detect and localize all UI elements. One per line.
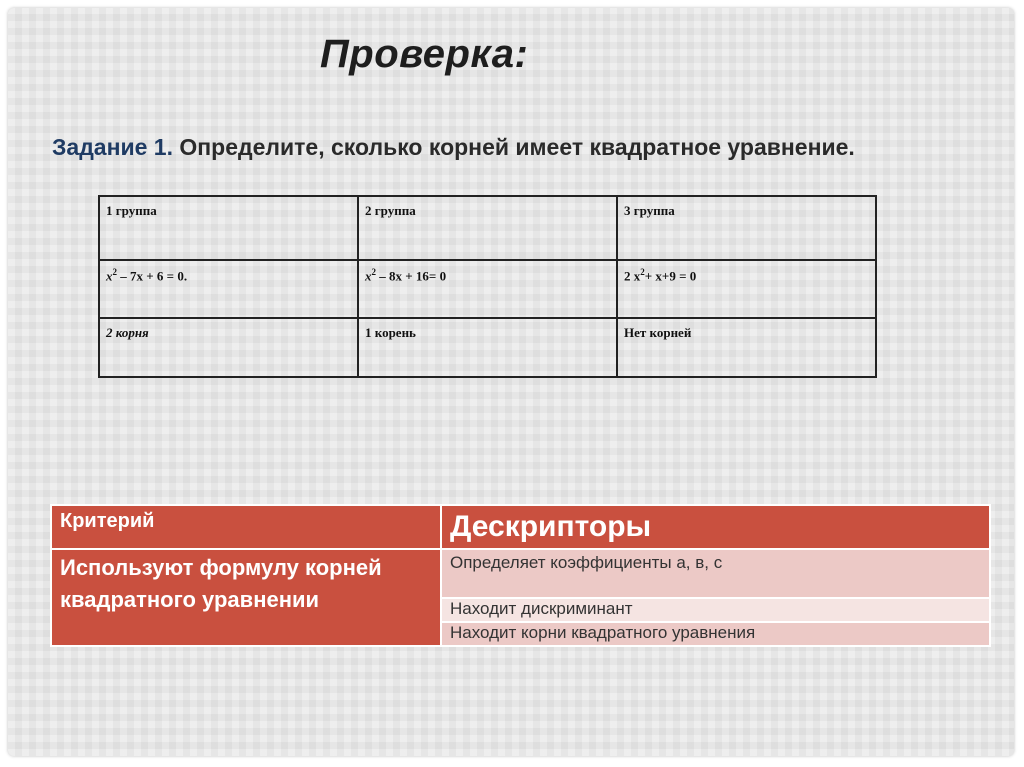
descriptors-header: Дескрипторы: [441, 505, 990, 549]
equation-1-var: x: [106, 268, 113, 284]
table-row: [51, 505, 990, 549]
descriptor-2: Находит дискриминант: [441, 598, 990, 622]
answer-1: 2 корня: [99, 318, 358, 377]
equation-3-var: 2 x: [624, 268, 641, 284]
criteria-table: [50, 504, 991, 647]
criterion-header: Критерий: [51, 505, 441, 549]
equation-3-rest: + x+9 = 0: [644, 268, 697, 284]
equation-1: [99, 260, 358, 318]
descriptor-1: Определяет коэффициенты а, в, с: [441, 549, 990, 598]
equation-1-rest: – 7x + 6 = 0.: [117, 268, 188, 284]
criterion-text: Используют формулу корней квадратного уравнении: [51, 549, 441, 646]
groups-table: [98, 195, 877, 378]
task-number: Задание 1.: [52, 134, 173, 160]
task-description: Определите, сколько корней имеет квадратное уравнение.: [173, 134, 855, 160]
answer-3: Нет корней: [617, 318, 876, 377]
descriptor-3: Находит корни квадратного уравнения: [441, 622, 990, 646]
equation-3: [617, 260, 876, 318]
table-row: [51, 549, 990, 598]
table-row: [99, 260, 876, 318]
table-row: [99, 196, 876, 260]
task-text: [52, 132, 872, 163]
equation-2-power: 2: [371, 267, 376, 277]
equation-2-var: x: [365, 268, 372, 284]
slide-title: Проверка:: [320, 32, 529, 76]
answer-2: 1 корень: [358, 318, 617, 377]
group-header-2: 2 группа: [358, 196, 617, 260]
slide: [8, 8, 1014, 756]
equation-2-rest: – 8x + 16= 0: [376, 268, 447, 284]
equation-3-power: 2: [640, 267, 645, 277]
table-row: [99, 318, 876, 377]
equation-2: [358, 260, 617, 318]
group-header-3: 3 группа: [617, 196, 876, 260]
equation-1-power: 2: [112, 267, 117, 277]
group-header-1: 1 группа: [99, 196, 358, 260]
